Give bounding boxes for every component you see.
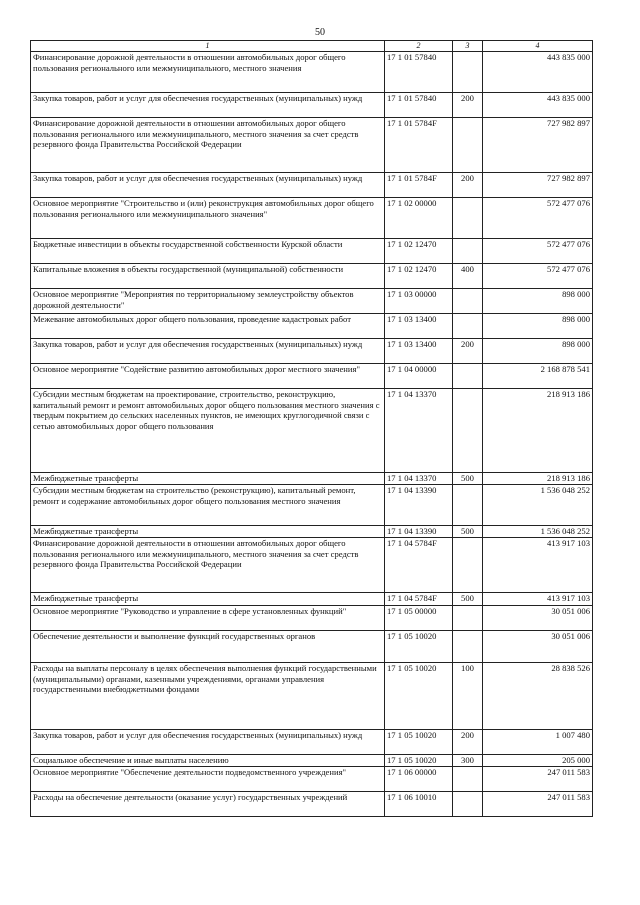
table-row — [31, 663, 593, 730]
row-expense-type-cell — [453, 767, 483, 792]
table-row — [31, 264, 593, 289]
row-name-cell: Межбюджетные трансферты — [31, 593, 385, 606]
row-amount-cell: 247 011 583 — [483, 767, 593, 792]
table-row — [31, 792, 593, 817]
row-code-cell: 17 1 04 00000 — [385, 364, 453, 389]
row-name-cell: Закупка товаров, работ и услуг для обеспечения государственных (муниципальных) нужд — [31, 93, 385, 118]
row-name-cell: Основное мероприятие "Строительство и (или) реконструкция автомобильных дорог общего пользования регионального или межмуниципального значения" — [31, 198, 385, 239]
row-expense-type-cell — [453, 485, 483, 526]
row-code-cell: 17 1 05 10020 — [385, 663, 453, 730]
row-name-cell: Межбюджетные трансферты — [31, 473, 385, 485]
table-body — [31, 52, 593, 817]
row-expense-type-cell: 500 — [453, 526, 483, 538]
row-amount-cell: 898 000 — [483, 289, 593, 314]
row-code-cell: 17 1 02 12470 — [385, 239, 453, 264]
row-expense-type-cell — [453, 52, 483, 93]
row-name-cell: Субсидии местным бюджетам на проектирование, строительство, реконструкцию, капитальный ремонт и ремонт автомобильных дорог общего пользования местного значения с твердым покрытием до сельских населенных пунктов, не имеющих круглогодичной связи с сетью автомобильных дорог общего пользования — [31, 389, 385, 473]
row-name-cell: Основное мероприятие "Обеспечение деятельности подведомственного учреждения" — [31, 767, 385, 792]
row-name-cell: Межбюджетные трансферты — [31, 526, 385, 538]
row-expense-type-cell — [453, 631, 483, 663]
table-row — [31, 526, 593, 538]
header-col-1: 1 — [31, 41, 385, 52]
row-expense-type-cell — [453, 239, 483, 264]
row-code-cell: 17 1 05 10020 — [385, 730, 453, 755]
row-code-cell: 17 1 06 00000 — [385, 767, 453, 792]
table-row — [31, 173, 593, 198]
row-expense-type-cell — [453, 289, 483, 314]
row-amount-cell: 898 000 — [483, 314, 593, 339]
row-name-cell: Закупка товаров, работ и услуг для обеспечения государственных (муниципальных) нужд — [31, 173, 385, 198]
row-amount-cell: 1 536 048 252 — [483, 485, 593, 526]
row-code-cell: 17 1 04 5784F — [385, 593, 453, 606]
row-amount-cell: 2 168 878 541 — [483, 364, 593, 389]
row-amount-cell: 1 536 048 252 — [483, 526, 593, 538]
row-code-cell: 17 1 04 13370 — [385, 473, 453, 485]
table-row — [31, 593, 593, 606]
row-code-cell: 17 1 05 00000 — [385, 606, 453, 631]
table-row — [31, 339, 593, 364]
row-name-cell: Расходы на обеспечение деятельности (оказание услуг) государственных учреждений — [31, 792, 385, 817]
row-expense-type-cell: 200 — [453, 730, 483, 755]
row-expense-type-cell: 200 — [453, 93, 483, 118]
row-name-cell: Финансирование дорожной деятельности в отношении автомобильных дорог общего пользования регионального или межмуниципального, местного значения — [31, 52, 385, 93]
row-expense-type-cell — [453, 792, 483, 817]
table-row — [31, 606, 593, 631]
table-row — [31, 198, 593, 239]
row-name-cell: Субсидии местным бюджетам на строительство (реконструкцию), капитальный ремонт, ремонт и содержание автомобильных дорог общего пользования местного значения — [31, 485, 385, 526]
budget-table — [30, 40, 593, 817]
row-code-cell: 17 1 04 13390 — [385, 526, 453, 538]
table-row — [31, 631, 593, 663]
row-expense-type-cell — [453, 364, 483, 389]
row-code-cell: 17 1 01 57840 — [385, 52, 453, 93]
row-amount-cell: 28 838 526 — [483, 663, 593, 730]
row-name-cell: Основное мероприятие "Содействие развитию автомобильных дорог местного значения" — [31, 364, 385, 389]
row-name-cell: Закупка товаров, работ и услуг для обеспечения государственных (муниципальных) нужд — [31, 339, 385, 364]
row-amount-cell: 30 051 006 — [483, 631, 593, 663]
row-name-cell: Социальное обеспечение и иные выплаты населению — [31, 755, 385, 767]
row-code-cell: 17 1 03 13400 — [385, 314, 453, 339]
table-row — [31, 93, 593, 118]
row-name-cell: Финансирование дорожной деятельности в отношении автомобильных дорог общего пользования регионального или межмуниципального, местного значения за счет средств резервного фонда Правительства Российской Федерации — [31, 538, 385, 593]
row-code-cell: 17 1 01 5784F — [385, 173, 453, 198]
row-name-cell: Основное мероприятие "Руководство и управление в сфере установленных функций" — [31, 606, 385, 631]
row-amount-cell: 205 000 — [483, 755, 593, 767]
row-code-cell: 17 1 01 5784F — [385, 118, 453, 173]
row-expense-type-cell — [453, 118, 483, 173]
table-row — [31, 538, 593, 593]
row-expense-type-cell: 500 — [453, 593, 483, 606]
table-row — [31, 389, 593, 473]
row-amount-cell: 443 835 000 — [483, 52, 593, 93]
row-amount-cell: 727 982 897 — [483, 173, 593, 198]
row-amount-cell: 218 913 186 — [483, 389, 593, 473]
header-col-3: 3 — [453, 41, 483, 52]
row-amount-cell: 898 000 — [483, 339, 593, 364]
row-code-cell: 17 1 06 10010 — [385, 792, 453, 817]
row-code-cell: 17 1 04 13390 — [385, 485, 453, 526]
row-name-cell: Межевание автомобильных дорог общего пользования, проведение кадастровых работ — [31, 314, 385, 339]
row-expense-type-cell: 100 — [453, 663, 483, 730]
row-name-cell: Обеспечение деятельности и выполнение функций государственных органов — [31, 631, 385, 663]
row-code-cell: 17 1 02 12470 — [385, 264, 453, 289]
row-code-cell: 17 1 05 10020 — [385, 631, 453, 663]
row-code-cell: 17 1 04 5784F — [385, 538, 453, 593]
row-expense-type-cell — [453, 198, 483, 239]
table-row — [31, 485, 593, 526]
table-header-row — [31, 41, 593, 52]
row-expense-type-cell — [453, 538, 483, 593]
table-row — [31, 755, 593, 767]
table-row — [31, 52, 593, 93]
table-row — [31, 239, 593, 264]
row-amount-cell: 413 917 103 — [483, 538, 593, 593]
row-amount-cell: 30 051 006 — [483, 606, 593, 631]
table-row — [31, 364, 593, 389]
row-amount-cell: 247 011 583 — [483, 792, 593, 817]
row-expense-type-cell: 200 — [453, 173, 483, 198]
row-amount-cell: 572 477 076 — [483, 198, 593, 239]
row-amount-cell: 413 917 103 — [483, 593, 593, 606]
table-row — [31, 289, 593, 314]
row-expense-type-cell — [453, 314, 483, 339]
row-amount-cell: 727 982 897 — [483, 118, 593, 173]
table-row — [31, 473, 593, 485]
table-row — [31, 767, 593, 792]
row-name-cell: Финансирование дорожной деятельности в отношении автомобильных дорог общего пользования регионального или межмуниципального, местного значения за счет средств резервного фонда Правительства Российской Федерации — [31, 118, 385, 173]
row-expense-type-cell: 400 — [453, 264, 483, 289]
row-code-cell: 17 1 02 00000 — [385, 198, 453, 239]
header-col-4: 4 — [483, 41, 593, 52]
table-row — [31, 314, 593, 339]
row-expense-type-cell — [453, 389, 483, 473]
row-expense-type-cell: 500 — [453, 473, 483, 485]
row-amount-cell: 443 835 000 — [483, 93, 593, 118]
row-code-cell: 17 1 01 57840 — [385, 93, 453, 118]
header-col-2: 2 — [385, 41, 453, 52]
row-name-cell: Бюджетные инвестиции в объекты государственной собственности Курской области — [31, 239, 385, 264]
row-code-cell: 17 1 05 10020 — [385, 755, 453, 767]
row-expense-type-cell: 200 — [453, 339, 483, 364]
row-code-cell: 17 1 04 13370 — [385, 389, 453, 473]
page-number: 50 — [315, 27, 325, 38]
row-amount-cell: 572 477 076 — [483, 239, 593, 264]
row-name-cell: Капитальные вложения в объекты государственной (муниципальной) собственности — [31, 264, 385, 289]
row-name-cell: Основное мероприятие "Мероприятия по территориальному землеустройству объектов дорожной деятельности" — [31, 289, 385, 314]
row-code-cell: 17 1 03 00000 — [385, 289, 453, 314]
row-amount-cell: 218 913 186 — [483, 473, 593, 485]
table-row — [31, 730, 593, 755]
row-name-cell: Закупка товаров, работ и услуг для обеспечения государственных (муниципальных) нужд — [31, 730, 385, 755]
row-code-cell: 17 1 03 13400 — [385, 339, 453, 364]
row-amount-cell: 572 477 076 — [483, 264, 593, 289]
row-name-cell: Расходы на выплаты персоналу в целях обеспечения выполнения функций государственными (муниципальными) органами, казенными учреждениями, органами управления государственными внебюджетными фондами — [31, 663, 385, 730]
row-amount-cell: 1 007 480 — [483, 730, 593, 755]
table-row — [31, 118, 593, 173]
row-expense-type-cell: 300 — [453, 755, 483, 767]
row-expense-type-cell — [453, 606, 483, 631]
